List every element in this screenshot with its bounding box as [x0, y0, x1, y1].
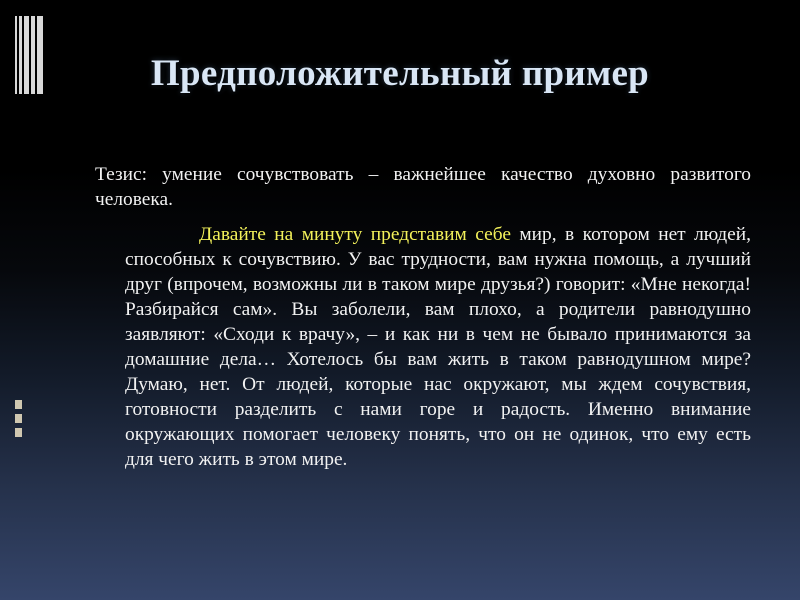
thesis-text: Тезис: умение сочувствовать – важнейшее качество духовно развитого человека.	[95, 164, 751, 210]
slide-title: Предположительный пример	[150, 53, 650, 94]
decorative-stripe	[15, 400, 22, 409]
slide-body	[95, 162, 751, 472]
decorative-stripes-bottom	[15, 400, 25, 440]
paragraph-text: мир, в котором нет людей, способных к сочувствию. У вас трудности, вам нужна помощь, а лучший друг (впрочем, возможны ли в таком мире друзья?) говорит: «Мне некогда! Разбирайся сам». Вы заболели, вам плохо, а родители равнодушно заявляют: «Сходи к врачу», – и как ни в чем не бывало принимаются за домашние дела… Хотелось бы вам жить в таком равнодушном мире? Думаю, нет. От людей, которые нас окружают, мы ждем сочувствия, готовности разделить с нами горе и радость. Именно внимание окружающих помогает человеку понять, что он не одинок, что ему есть для чего жить в этом мире.	[125, 224, 751, 470]
example-paragraph	[95, 222, 751, 472]
decorative-stripe	[15, 414, 22, 423]
highlighted-phrase: Давайте на минуту представим себе	[199, 224, 511, 245]
decorative-stripe	[15, 428, 22, 437]
